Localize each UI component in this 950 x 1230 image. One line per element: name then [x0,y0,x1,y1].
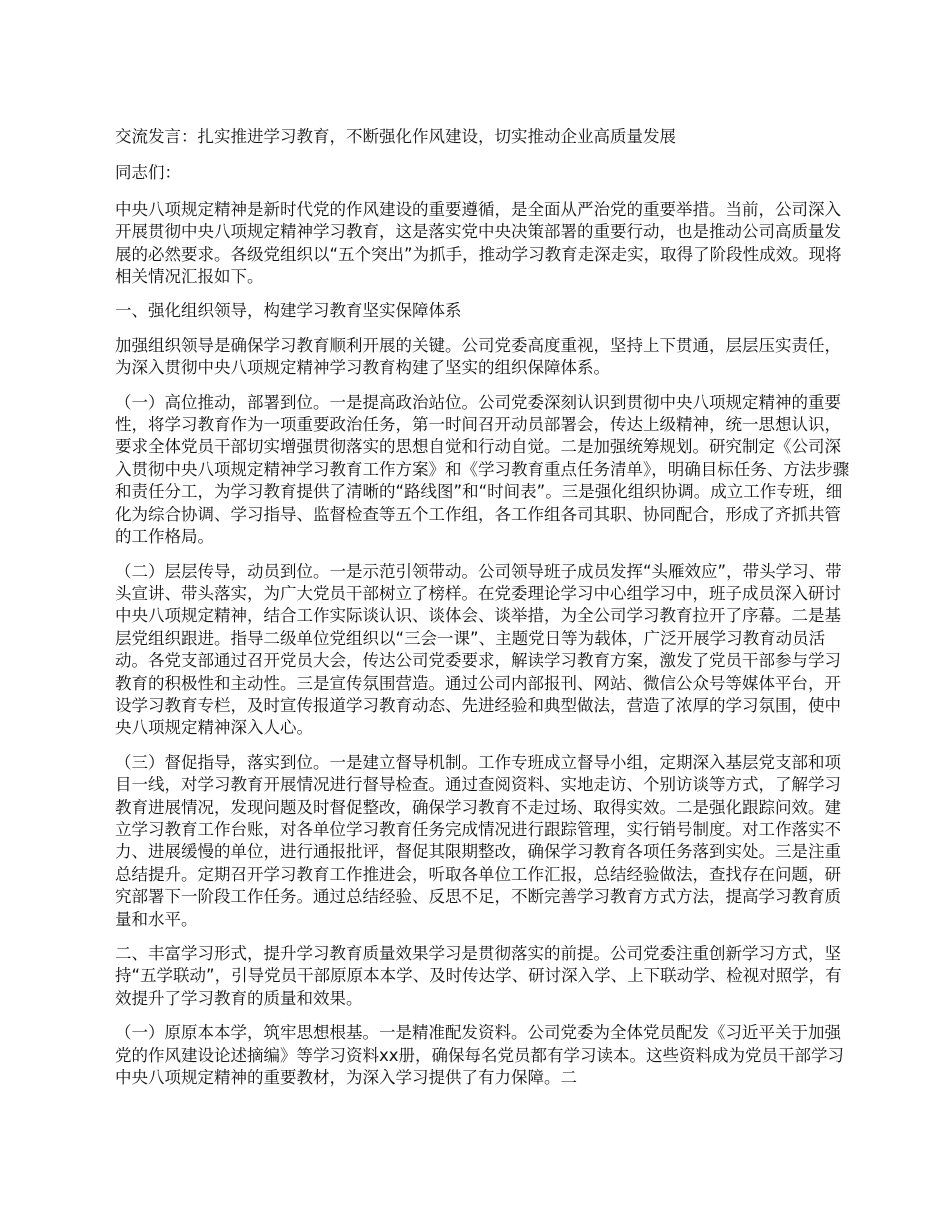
document-title: 交流发言：扎实推进学习教育，不断强化作风建设，切实推动企业高质量发展 [115,127,676,146]
document-body [115,126,855,1101]
paragraph-section-1-intro: 加强组织领导是确保学习教育顺利开展的关键。公司党委高度重视，坚持上下贯通，层层压实责任，为深入贯彻中央八项规定精神学习教育构建了坚实的组织保障体系。 [115,335,841,378]
paragraph-section-1-item-2: （二）层层传导，动员到位。一是示范引领带动。公司领导班子成员发挥“头雁效应”，带头学习、带头宣讲、带头落实，为广大党员干部树立了榜样。在党委理论学习中心组学习中，班子成员深入研讨中央八项规定精神，结合工作实际谈认识、谈体会、谈举措，为全公司学习教育拉开了序幕。二是基层党组织跟进。指导二级单位党组织以“三会一课”、主题党日等为载体，广泛开展学习教育动员活动。各党支部通过召开党员大会，传达公司党委要求，解读学习教育方案，激发了党员干部参与学习教育的积极性和主动性。三是宣传氛围营造。通过公司内部报刊、网站、微信公众号等媒体平台，开设学习教育专栏，及时宣传报道学习教育动态、先进经验和典型做法，营造了浓厚的学习氛围，使中央八项规定精神深入人心。 [115,561,842,738]
paragraph-section-1-item-3: （三）督促指导，落实到位。一是建立督导机制。工作专班成立督导小组，定期深入基层党支部和项目一线，对学习教育开展情况进行督导检查。通过查阅资料、实地走访、个别访谈等方式，了解学习教育进展情况，发现问题及时督促整改，确保学习教育不走过场、取得实效。二是强化跟踪问效。建立学习教育工作台账，对各单位学习教育任务完成情况进行跟踪管理，实行销号制度。对工作落实不力、进展缓慢的单位，进行通报批评，督促其限期整改，确保学习教育各项任务落到实处。三是注重总结提升。定期召开学习教育工作推进会，听取各单位工作汇报，总结经验做法，查找存在问题，研究部署下一阶段工作任务。通过总结经验、反思不足，不断完善学习教育方式方法，提高学习教育质量和水平。 [115,752,841,929]
section-heading-1: 一、强化组织领导，构建学习教育坚实保障体系 [115,301,462,321]
paragraph-section-2-intro: 二、丰富学习形式，提升学习教育质量效果学习是贯彻落实的前提。公司党委注重创新学习方式，坚持“五学联动”，引导党员干部原原本本学、及时传达学、研讨深入学、上下联动学、检视对照学，有效提升了学习教育的质量和效果。 [115,944,842,1008]
paragraph-section-2-item-1: （一）原原本本学，筑牢思想根基。一是精准配发资料。公司党委为全体党员配发《习近平关于加强党的作风建设论述摘编》等学习资料xx册，确保每名党员都有学习读本。这些资料成为党员干部学习中央八项规定精神的重要教材，为深入学习提供了有力保障。二 [115,1023,845,1088]
salutation: 同志们： [115,163,181,183]
paragraph-intro: 中央八项规定精神是新时代党的作风建设的重要遵循，是全面从严治党的重要举措。当前，公司深入开展贯彻中央八项规定精神学习教育，这是落实党中央决策部署的重要行动，也是推动公司高质量发展的必然要求。各级党组织以“五个突出”为抓手，推动学习教育走深走实，取得了阶段性成效。现将相关情况汇报如下。 [115,199,842,287]
paragraph-section-1-item-1: （一）高位推动，部署到位。一是提高政治站位。公司党委深刻认识到贯彻中央八项规定精神的重要性，将学习教育作为一项重要政治任务，第一时间召开动员部署会，传达上级精神，统一思想认识，要求全体党员干部切实增强贯彻落实的思想自觉和行动自觉。二是加强统筹规划。研究制定《公司深入贯彻中央八项规定精神学习教育工作方案》和《学习教育重点任务清单》，明确目标任务、方法步骤和责任分工，为学习教育提供了清晰的“路线图”和“时间表”。三是强化组织协调。成立工作专班，细化为综合协调、学习指导、监督检查等五个工作组，各工作组各司其职、协同配合，形成了齐抓共管的工作格局。 [115,392,850,547]
